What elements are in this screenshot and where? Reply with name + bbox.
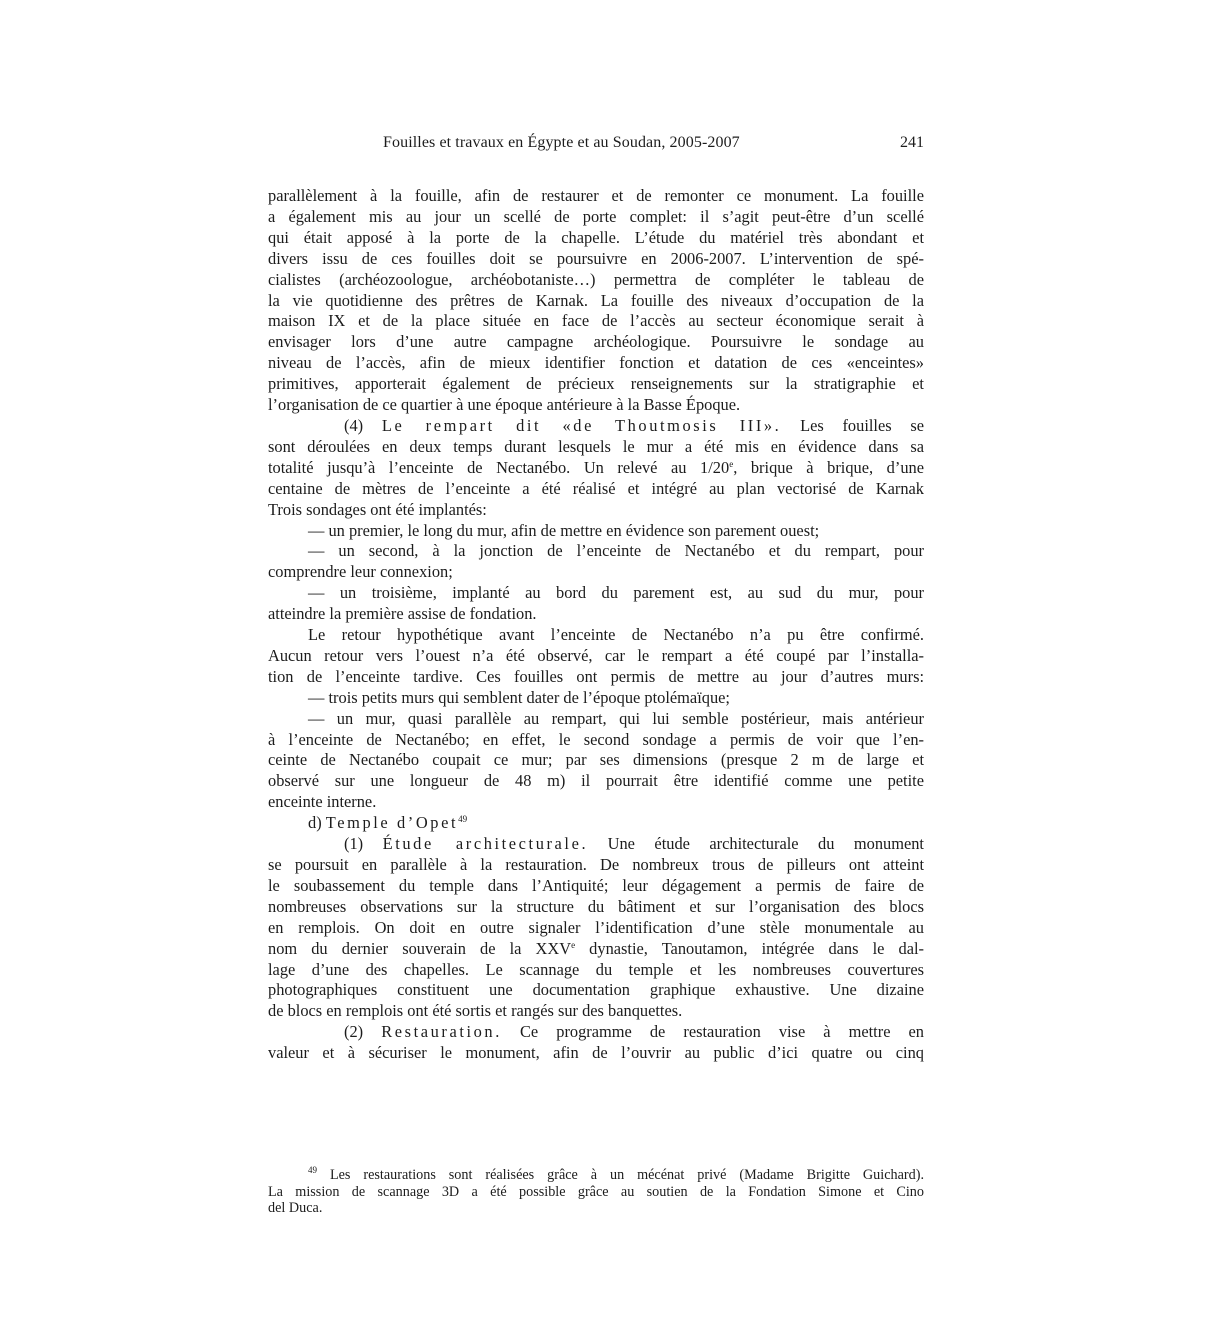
text-line: cialistes (archéozoologue, archéobotaniste…) permettra de compléter le tableau de: [268, 269, 924, 289]
text-line: photographiques constituent une documentation graphique exhaustive. Une dizaine: [268, 980, 924, 1000]
text-line: lage d’une des chapelles. Le scannage du temple et les nombreuses couvertures: [268, 959, 924, 979]
text-line: de blocs en remplois ont été sortis et rangés sur des banquettes.: [268, 1001, 683, 1021]
text-line: le soubassement du temple dans l’Antiquité; leur dégagement a permis de faire de: [268, 875, 924, 895]
text-line: enceinte interne.: [268, 792, 377, 812]
footnote-line: La mission de scannage 3D a été possible grâce au soutien de la Fondation Simone et Cino: [268, 1183, 924, 1200]
list-item: — un second, à la jonction de l’enceinte de Nectanébo et du rempart, pour: [308, 541, 924, 561]
text-line: sont déroulées en deux temps durant lesquels le mur a été mis en évidence dans sa: [268, 436, 924, 456]
text-line: envisager lors d’une autre campagne archéologique. Poursuivre le sondage au: [268, 332, 924, 352]
text-line: Trois sondages ont été implantés:: [268, 499, 487, 519]
list-item: — un mur, quasi parallèle au rempart, qui lui semble postérieur, mais antérieur: [308, 708, 924, 728]
section-title: Temple d’Opet: [325, 813, 459, 833]
text-line: centaine de mètres de l’enceinte a été réalisé et intégré au plan vectorisé de Karnak: [268, 478, 924, 498]
superscript: e: [571, 939, 576, 950]
section-heading-rempart: [268, 416, 924, 437]
footnote-line: del Duca.: [268, 1200, 323, 1217]
text-line: à l’enceinte de Nectanébo; en effet, le second sondage a permis de voir que l’en-: [268, 729, 924, 749]
text-line: niveau de l’accès, afin de mieux identifier fonction et datation de ces «enceintes»: [268, 353, 924, 373]
section-text: Ce programme de restauration vise à mettre en: [520, 1022, 924, 1042]
text-line: nombreuses observations sur la structure du bâtiment et sur l’organisation des blocs: [268, 896, 924, 916]
section-number: (2): [344, 1022, 364, 1042]
section-number: (1): [344, 834, 364, 854]
text-line: en remplois. On doit en outre signaler l’identification d’une stèle monumentale au: [268, 917, 924, 937]
main-text: [268, 186, 924, 1064]
section-text: Une étude architecturale du monument: [607, 834, 924, 854]
text-line: ceinte de Nectanébo coupait ce mur; par ses dimensions (presque 2 m de large et: [268, 750, 924, 770]
section-title: Restauration.: [381, 1022, 502, 1042]
text-line: valeur et à sécuriser le monument, afin de l’ouvrir au public d’ici quatre ou cinq: [268, 1043, 924, 1063]
section-text: Les fouilles se: [800, 415, 924, 435]
list-item: — un premier, le long du mur, afin de mettre en évidence son parement ouest;: [308, 520, 820, 540]
section-number: d): [308, 813, 322, 833]
section-heading-etude: [268, 834, 924, 855]
page-number: 241: [900, 134, 924, 151]
footnote-number: 49: [308, 1165, 317, 1175]
footnote-ref: 49: [458, 814, 468, 825]
text-line: divers issu de ces fouilles doit se poursuivre en 2006-2007. L’intervention de spé-: [268, 248, 924, 268]
footnote-line: $^{49}$ Les restaurations sont réalisées grâce à un mécénat privé (Madame Brigitte Guichard).: [308, 1165, 924, 1183]
text-line: la vie quotidienne des prêtres de Karnak. La fouille des niveaux d’occupation de la: [268, 290, 924, 310]
text-line: se poursuit en parallèle à la restauration. De nombreux trous de pilleurs ont atteint: [268, 855, 924, 874]
text-line: maison IX et de la place située en face de l’accès au secteur économique serait à: [268, 311, 924, 331]
text-line: qui était apposé à la porte de la chapelle. L’étude du matériel très abondant et: [268, 227, 924, 247]
text-line: tion de l’enceinte tardive. Ces fouilles ont permis de mettre au jour d’autres murs:: [268, 666, 924, 686]
text-line: primitives, apporterait également de précieux renseignements sur la stratigraphie et: [268, 374, 924, 394]
text-line: l’organisation de ce quartier à une époque antérieure à la Basse Époque.: [268, 395, 741, 415]
section-number: (4): [344, 415, 364, 435]
text-line: parallèlement à la fouille, afin de restaurer et de remonter ce monument. La fouille: [268, 186, 924, 205]
text-line: atteindre la première assise de fondation.: [268, 604, 537, 624]
running-title: Fouilles et travaux en Égypte et au Soudan, 2005-2007: [383, 134, 740, 151]
superscript: e: [729, 458, 734, 469]
text-line: nom du dernier souverain de la XXVe dynastie, Tanoutamon, intégrée dans le dal-: [268, 938, 925, 958]
text-line: totalité jusqu’à l’enceinte de Nectanébo. Un relevé au 1/20e, brique à brique, d’une: [268, 457, 924, 477]
section-heading-opet: [268, 813, 924, 834]
section-heading-restauration: [268, 1022, 924, 1043]
text-line: observé sur une longueur de 48 m) il pourrait être identifié comme une petite: [268, 771, 924, 791]
section-title: Étude architecturale.: [382, 834, 589, 854]
list-item: — un troisième, implanté au bord du parement est, au sud du mur, pour: [308, 583, 924, 603]
text-line: comprendre leur connexion;: [268, 562, 453, 582]
text-line: Aucun retour vers l’ouest n’a été observé, car le rempart a été coupé par l’installa-: [268, 645, 924, 665]
section-title: Le rempart dit «de Thoutmosis III».: [381, 415, 782, 435]
list-item: — trois petits murs qui semblent dater de l’époque ptolémaïque;: [308, 687, 730, 707]
footnote: [268, 1167, 924, 1217]
text-line: Le retour hypothétique avant l’enceinte de Nectanébo n’a pu être confirmé.: [308, 625, 924, 645]
text-line: a également mis au jour un scellé de porte complet: il s’agit peut-être d’un scellé: [268, 206, 924, 226]
